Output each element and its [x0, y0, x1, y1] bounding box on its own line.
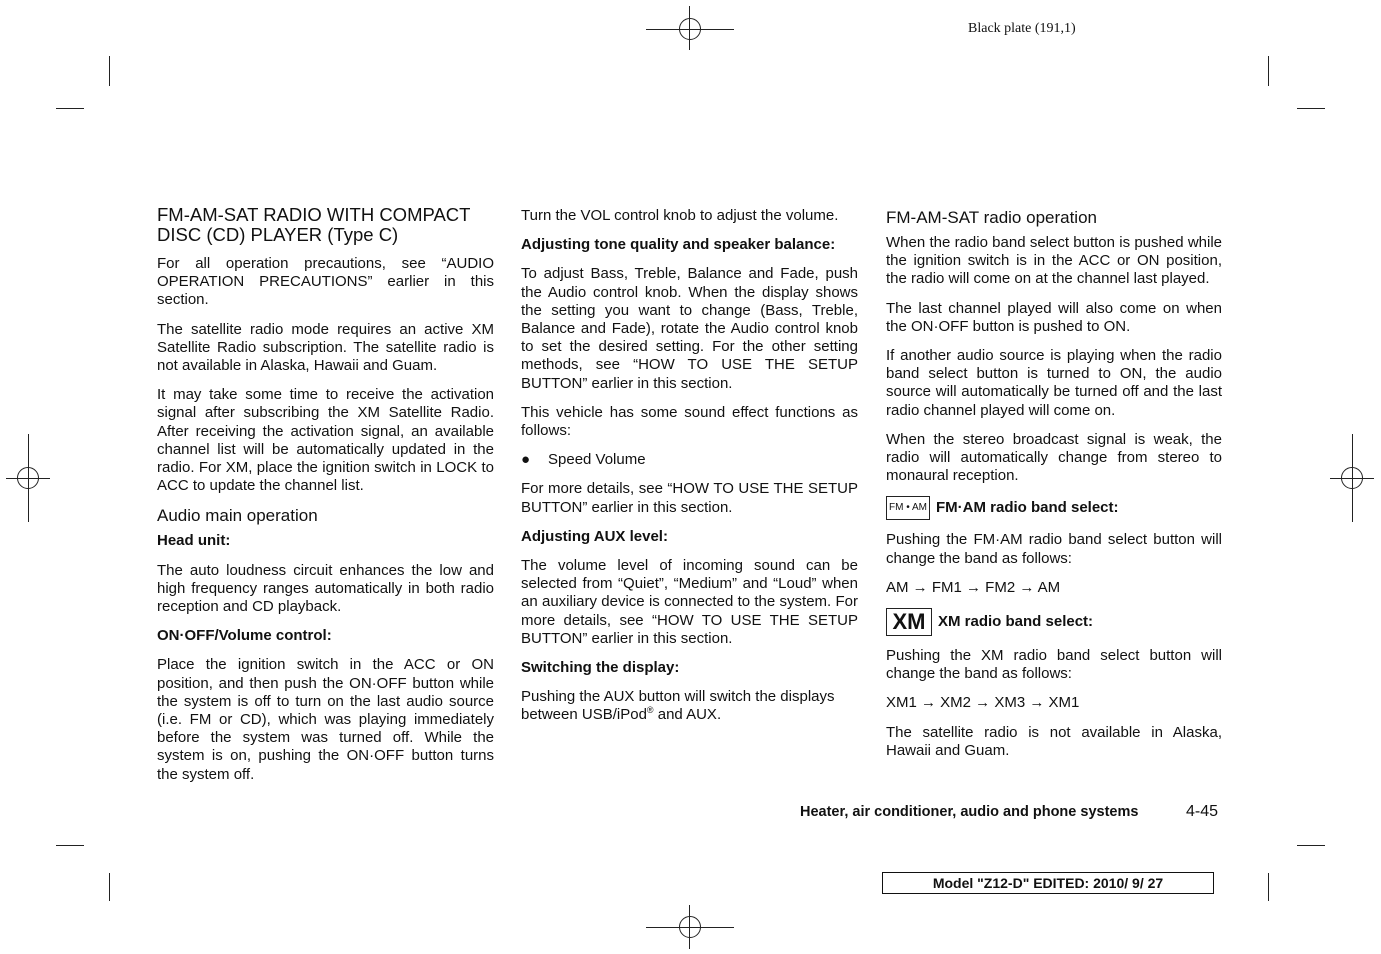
- subheading-switching-display: Switching the display:: [521, 659, 680, 677]
- subheading-text: FM·AM radio band select:: [936, 499, 1119, 517]
- plate-label: Black plate (191,1): [968, 21, 1076, 36]
- subheading-fm-am-band: [886, 496, 1222, 520]
- column-middle: [521, 207, 858, 736]
- paragraph: If another audio source is playing when the radio band select button is turned to ON, the audio source will automatically be turned off and the last radio channel played will come on.: [886, 347, 1222, 419]
- paragraph: The satellite radio mode requires an active XM Satellite Radio subscription. The satellite radio is not available in Alaska, Hawaii and Guam.: [157, 320, 494, 375]
- paragraph: Pushing the FM·AM radio band select button will change the band as follows:: [886, 531, 1222, 567]
- paragraph: When the stereo broadcast signal is weak, the radio will automatically change from stereo to monaural reception.: [886, 430, 1222, 485]
- xm-button-icon: XM: [886, 608, 932, 636]
- band-sequence-xm: XM1 → XM2 → XM3 → XM1: [886, 694, 1080, 712]
- paragraph: Turn the VOL control knob to adjust the volume.: [521, 207, 839, 224]
- subheading-text: XM radio band select:: [938, 612, 1094, 630]
- paragraph: Pushing the XM radio band select button will change the band as follows:: [886, 647, 1222, 683]
- paragraph: For more details, see “HOW TO USE THE SETUP BUTTON” earlier in this section.: [521, 480, 858, 516]
- column-right: [886, 208, 1222, 771]
- subheading-tone-quality: Adjusting tone quality and speaker balance:: [521, 236, 836, 254]
- paragraph: Place the ignition switch in the ACC or ON position, and then push the ON·OFF button while the system is off to turn on the last audio source (i.e. FM or CD), which was playing immediately before the system was turned off. While the system is on, pushing the ON·OFF button turns the system off.: [157, 656, 494, 783]
- section-footer: Heater, air conditioner, audio and phone systems: [800, 804, 1139, 820]
- section-title: FM-AM-SAT RADIO WITH COMPACT DISC (CD) PLAYER (Type C): [157, 204, 471, 245]
- column-left: [157, 205, 494, 795]
- band-sequence-fm: AM → FM1 → FM2 → AM: [886, 578, 1061, 596]
- paragraph: The volume level of incoming sound can be selected from “Quiet”, “Medium” and “Loud” when an auxiliary device is connected to the system. For more details, see “HOW TO USE THE SETUP BUTTON” earlier in this section.: [521, 557, 858, 647]
- subheading-xm-band: [886, 608, 1222, 636]
- registered-mark: ®: [646, 705, 654, 716]
- paragraph: To adjust Bass, Treble, Balance and Fade, push the Audio control knob. When the display shows the setting you want to change (Bass, Treble, Balance and Fade), rotate the Audio control knob to set the desired setting. For the other setting methods, see “HOW TO USE THE SETUP BUTTON” earlier in this section.: [521, 265, 858, 392]
- list-item-text: Speed Volume: [548, 451, 646, 469]
- paragraph: This vehicle has some sound effect functions as follows:: [521, 403, 858, 440]
- paragraph: For all operation precautions, see “AUDIO OPERATION PRECAUTIONS” earlier in this section.: [157, 255, 494, 309]
- paragraph: The satellite radio is not available in Alaska, Hawaii and Guam.: [886, 723, 1222, 759]
- page-number: 4-45: [1186, 803, 1219, 820]
- subheading-head-unit: Head unit:: [157, 532, 231, 550]
- heading-audio-main-operation: Audio main operation: [157, 506, 318, 526]
- bullet-icon: ●: [521, 451, 531, 469]
- paragraph: Pushing the AUX button will switch the displays between USB/iPod® and AUX.: [521, 688, 835, 724]
- subheading-aux-level: Adjusting AUX level:: [521, 527, 668, 545]
- paragraph: The auto loudness circuit enhances the low and high frequency ranges automatically in both radio reception and CD playback.: [157, 561, 494, 616]
- paragraph: It may take some time to receive the activation signal after subscribing the XM Satellite Radio. After receiving the activation signal, an available channel list will be automatically updated in the radio. For XM, place the ignition switch in LOCK to ACC to update the channel list.: [157, 386, 494, 495]
- heading-radio-operation: FM-AM-SAT radio operation: [886, 208, 1097, 227]
- list-item: [521, 451, 858, 469]
- subheading-onoff-volume: ON·OFF/Volume control:: [157, 627, 332, 645]
- fm-am-button-icon: FM • AM: [886, 496, 930, 520]
- paragraph: The last channel played will also come on when the ON·OFF button is pushed to ON.: [886, 299, 1222, 335]
- paragraph: When the radio band select button is pushed while the ignition switch is in the ACC or ON position, the radio will come on at the channel last played.: [886, 234, 1222, 288]
- model-edited-box: Model "Z12-D" EDITED: 2010/ 9/ 27: [882, 872, 1214, 894]
